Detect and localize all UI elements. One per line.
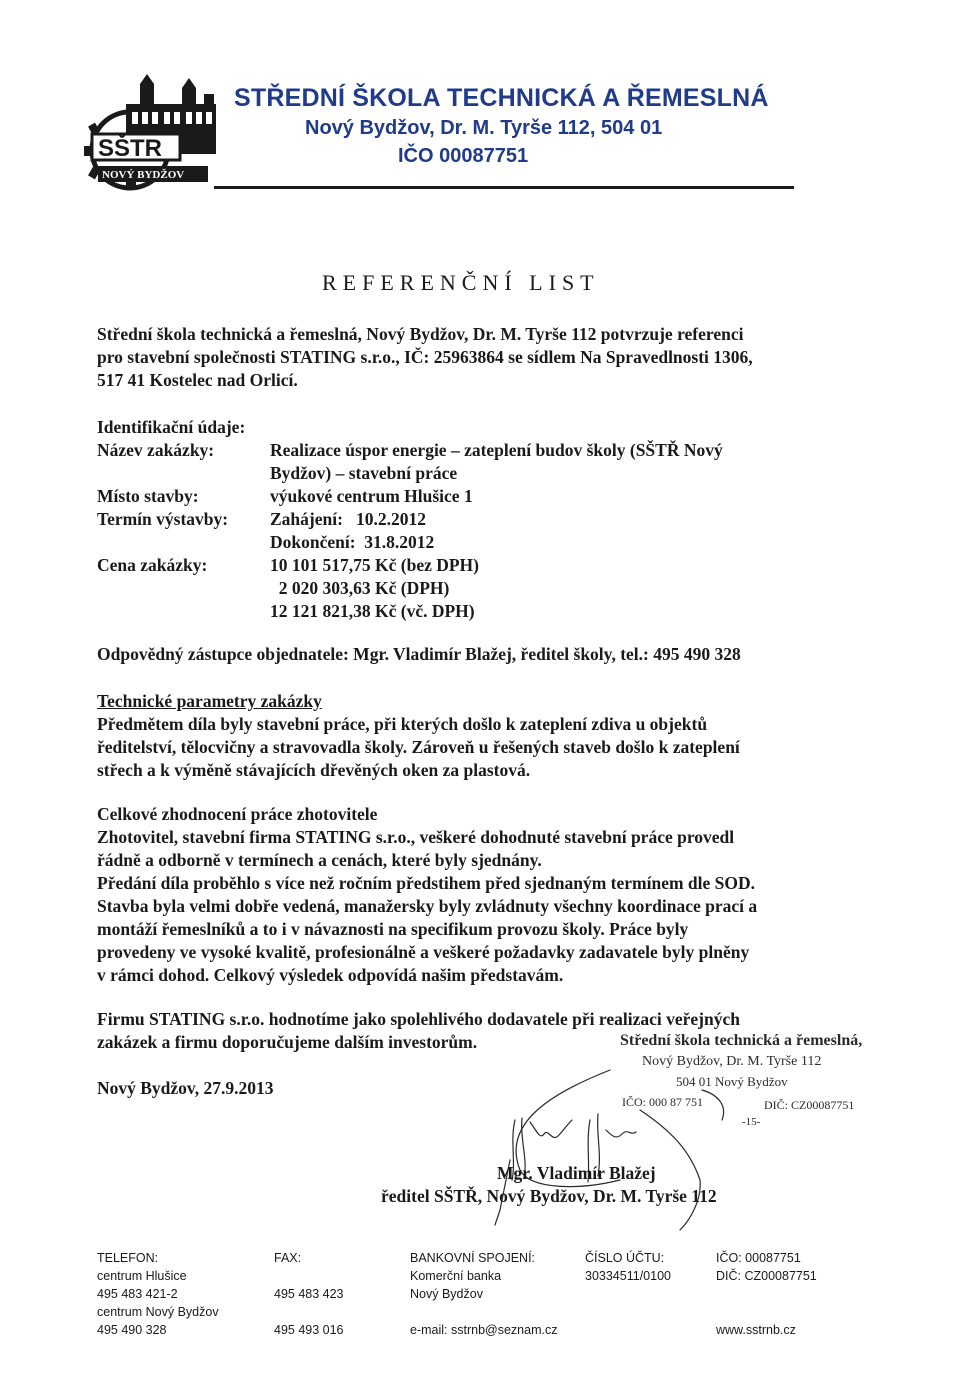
footer-phone-line: centrum Hlušice [97,1269,187,1283]
technical-line: ředitelství, tělocvičny a stravovadla školy. Zároveň u řešených staveb došlo k zateplení [97,737,740,757]
technical-line: Předmětem díla byly stavební práce, při kterých došlo k zateplení zdiva u objektů [97,714,708,734]
handwritten-signature-icon [440,1050,760,1240]
footer-phone-label: TELEFON: [97,1251,159,1265]
evaluation-line: Stavba byla velmi dobře vedená, manažersky byly zvládnuty všechny koordinace prací a [97,896,758,916]
header-divider [214,186,794,189]
footer-account-number: 30334511/0100 [585,1269,671,1283]
evaluation-line: Zhotovitel, stavební firma STATING s.r.o., veškeré dohodnuté stavební práce provedl [97,827,735,847]
school-building-logo-icon [78,72,228,192]
evaluation-line: Předání díla proběhlo s více než ročním předstihem před sjednaným termínem dle SOD. [97,873,756,893]
evaluation-line: provedeny ve vysoké kvalitě, profesionálně a veškeré požadavky zadavatele byly plněny [97,942,750,962]
intro-line: Střední škola technická a řemeslná, Nový Bydžov, Dr. M. Tyrše 112 potvrzuje referenci [97,324,744,344]
ident-label: Název zakázky: [97,440,215,460]
ident-label: Místo stavby: [97,486,199,506]
footer-bank-line: Komerční banka [410,1269,502,1283]
ident-label: Termín výstavby: [97,509,229,529]
recommendation-line: zakázek a firmu doporučujeme dalším investorům. [97,1032,478,1052]
footer-account-label: ČÍSLO ÚČTU: [585,1251,665,1265]
technical-heading: Technické parametry zakázky [97,691,322,711]
technical-line: střech a k výměně stávajících dřevěných oken za plastová. [97,760,531,780]
intro-line: pro stavební společnosti STATING s.r.o., IČ: 25963864 se sídlem Na Spravedlnosti 1306, [97,347,753,367]
identification-heading: Identifikační údaje: [97,417,246,437]
school-name: STŘEDNÍ ŠKOLA TECHNICKÁ A ŘEMESLNÁ [234,84,769,112]
ident-value: 2 020 303,63 Kč (DPH) [270,578,450,598]
stamp-ico: IČO: 000 87 751 [622,1095,703,1109]
evaluation-heading: Celkové zhodnocení práce zhotovitele [97,804,378,824]
stamp-line: Střední škola technická a řemeslná, [620,1032,863,1049]
ident-value: 12 121 821,38 Kč (vč. DPH) [270,601,475,621]
footer-phone-line: centrum Nový Bydžov [97,1305,219,1319]
footer-dic: DIČ: CZ00087751 [716,1269,817,1283]
footer-fax-line: 495 493 016 [274,1323,344,1337]
footer-fax-label: FAX: [274,1251,302,1265]
ident-value: Zahájení: 10.2.2012 [270,509,427,529]
stamp-line: Nový Bydžov, Dr. M. Tyrše 112 [642,1054,822,1069]
school-ico: IČO 00087751 [398,145,529,167]
svg-text:NOVÝ BYDŽOV: NOVÝ BYDŽOV [102,169,185,181]
footer-ico: IČO: 00087751 [716,1251,801,1265]
recommendation-line: Firmu STATING s.r.o. hodnotíme jako spolehlivého dodavatele při realizaci veřejných [97,1009,740,1029]
ident-value: Dokončení: 31.8.2012 [270,532,435,552]
stamp-dic: DIČ: CZ00087751 [764,1098,855,1112]
footer-phone-line: 495 490 328 [97,1323,167,1337]
signatory-title: ředitel SŠTŘ, Nový Bydžov, Dr. M. Tyrše 112 [381,1186,717,1206]
intro-line: 517 41 Kostelec nad Orlicí. [97,370,298,390]
footer-email[interactable]: e-mail: sstrnb@seznam.cz [410,1323,558,1337]
stamp-line: 504 01 Nový Bydžov [676,1074,788,1089]
evaluation-line: v rámci dohod. Celkový výsledek odpovídá našim představám. [97,965,564,985]
document-title: REFERENČNÍ LIST [322,270,600,295]
ident-label: Cena zakázky: [97,555,208,575]
place-date: Nový Bydžov, 27.9.2013 [97,1078,274,1098]
stamp-mark: -15- [742,1116,761,1128]
footer-phone-line: 495 483 421-2 [97,1287,178,1301]
footer-fax-line: 495 483 423 [274,1287,344,1301]
svg-text:SŠTR: SŠTR [98,135,163,162]
school-address: Nový Bydžov, Dr. M. Tyrše 112, 504 01 [305,117,663,139]
contact-line: Odpovědný zástupce objednatele: Mgr. Vladimír Blažej, ředitel školy, tel.: 495 490 328 [97,644,741,664]
footer-bank-line: Nový Bydžov [410,1287,483,1301]
evaluation-line: montáží řemeslníků a to i v návaznosti na specifikum provozu školy. Práce byly [97,919,689,939]
ident-value: výukové centrum Hlušice 1 [270,486,473,506]
evaluation-line: řádně a odborně v termínech a cenách, které byly sjednány. [97,850,542,870]
signatory-name: Mgr. Vladimír Blažej [497,1163,656,1183]
ident-value: Realizace úspor energie – zateplení budov školy (SŠTŘ Nový [270,440,723,460]
footer-bank-label: BANKOVNÍ SPOJENÍ: [410,1251,536,1265]
ident-value: Bydžov) – stavební práce [270,463,458,483]
ident-value: 10 101 517,75 Kč (bez DPH) [270,555,479,575]
footer-website[interactable]: www.sstrnb.cz [716,1323,796,1337]
